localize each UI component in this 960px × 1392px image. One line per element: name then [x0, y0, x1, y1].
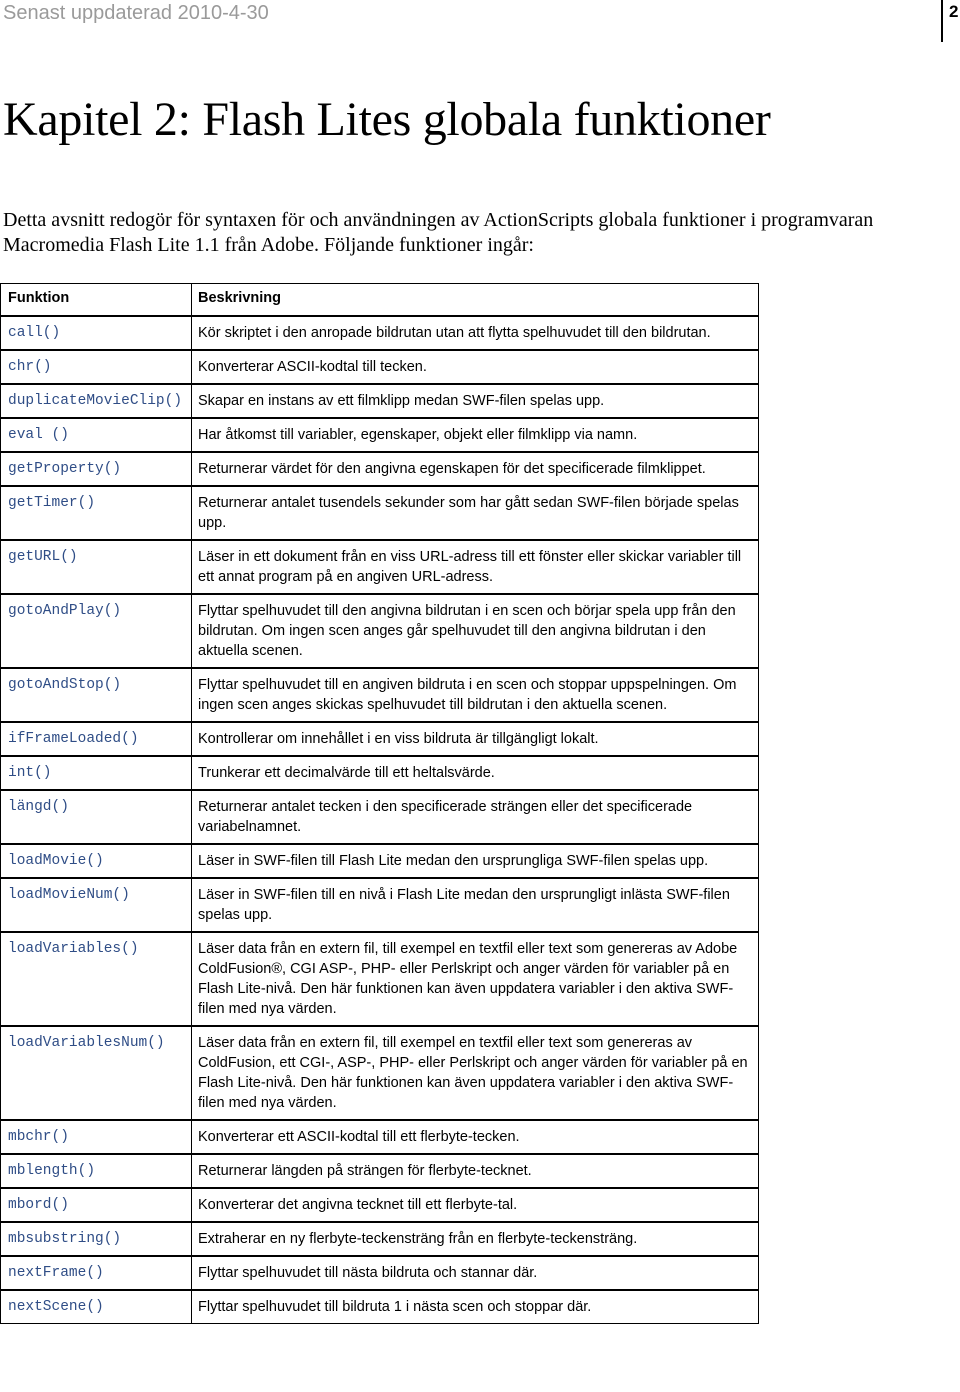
function-description: Returnerar längden på strängen för flerbyte-tecknet.	[192, 1154, 759, 1188]
function-name: getURL()	[0, 540, 192, 594]
function-name: mbsubstring()	[0, 1222, 192, 1256]
function-description: Flyttar spelhuvudet till bildruta 1 i nästa scen och stoppar där.	[192, 1290, 759, 1324]
function-description: Kontrollerar om innehållet i en viss bildruta är tillgängligt lokalt.	[192, 722, 759, 756]
table-header-row	[0, 283, 759, 316]
page-title: Kapitel 2: Flash Lites globala funktioner	[3, 93, 771, 146]
table-row	[0, 844, 759, 878]
table-row	[0, 790, 759, 844]
function-name: mblength()	[0, 1154, 192, 1188]
header-date: Senast uppdaterad 2010-4-30	[3, 2, 269, 24]
function-name: längd()	[0, 790, 192, 844]
function-name: duplicateMovieClip()	[0, 384, 192, 418]
function-name: loadVariablesNum()	[0, 1026, 192, 1120]
function-description: Extraherar en ny flerbyte-teckensträng från en flerbyte-teckensträng.	[192, 1222, 759, 1256]
function-description: Trunkerar ett decimalvärde till ett heltalsvärde.	[192, 756, 759, 790]
table-row	[0, 1256, 759, 1290]
table-row	[0, 1290, 759, 1324]
function-description: Konverterar ett ASCII-kodtal till ett flerbyte-tecken.	[192, 1120, 759, 1154]
table-row	[0, 384, 759, 418]
function-name: chr()	[0, 350, 192, 384]
function-description: Konverterar det angivna tecknet till ett flerbyte-tal.	[192, 1188, 759, 1222]
intro-paragraph: Detta avsnitt redogör för syntaxen för och användningen av ActionScripts globala funktioner i programvaran Macromedia Flash Lite 1.1 från Adobe. Följande funktioner ingår:	[3, 209, 874, 256]
function-name: mbord()	[0, 1188, 192, 1222]
table-row	[0, 594, 759, 668]
function-name: nextFrame()	[0, 1256, 192, 1290]
table-row	[0, 350, 759, 384]
function-name: nextScene()	[0, 1290, 192, 1324]
table-row	[0, 878, 759, 932]
function-description: Returnerar antalet tecken i den specificerade strängen eller det specificerade variabelnamnet.	[192, 790, 759, 844]
column-header-function: Funktion	[0, 283, 192, 316]
column-header-description: Beskrivning	[192, 283, 759, 316]
table-row	[0, 1188, 759, 1222]
function-name: loadVariables()	[0, 932, 192, 1026]
table-row	[0, 418, 759, 452]
function-name: loadMovie()	[0, 844, 192, 878]
table-row	[0, 316, 759, 350]
functions-table	[0, 283, 759, 1324]
table-body	[0, 316, 759, 1324]
function-name: gotoAndStop()	[0, 668, 192, 722]
function-name: loadMovieNum()	[0, 878, 192, 932]
function-description: Läser data från en extern fil, till exempel en textfil eller text som genereras av ColdFusion, ett CGI-, ASP-, PHP- eller Perlskript och anger värden för variabler på en Flash Lite-nivå. Den här funktionen kan även uppdatera variabler i den aktiva SWF-filen med nya värden.	[192, 1026, 759, 1120]
function-description: Konverterar ASCII-kodtal till tecken.	[192, 350, 759, 384]
table-row	[0, 540, 759, 594]
function-name: gotoAndPlay()	[0, 594, 192, 668]
header-divider	[941, 0, 943, 42]
function-description: Flyttar spelhuvudet till den angivna bildrutan i en scen och börjar spela upp från den bildrutan. Om ingen scen anges går spelhuvudet till den angivna bildrutan i den aktuella scenen.	[192, 594, 759, 668]
table-row	[0, 932, 759, 1026]
table-row	[0, 722, 759, 756]
function-description: Skapar en instans av ett filmklipp medan SWF-filen spelas upp.	[192, 384, 759, 418]
function-name: call()	[0, 316, 192, 350]
function-description: Läser in ett dokument från en viss URL-adress till ett fönster eller skickar variabler till ett annat program på en angiven URL-adress.	[192, 540, 759, 594]
table-row	[0, 756, 759, 790]
function-name: int()	[0, 756, 192, 790]
table-row	[0, 1026, 759, 1120]
function-name: eval ()	[0, 418, 192, 452]
function-description: Flyttar spelhuvudet till nästa bildruta och stannar där.	[192, 1256, 759, 1290]
table-row	[0, 452, 759, 486]
function-description: Läser in SWF-filen till Flash Lite medan den ursprungliga SWF-filen spelas upp.	[192, 844, 759, 878]
table-row	[0, 1120, 759, 1154]
function-description: Returnerar antalet tusendels sekunder som har gått sedan SWF-filen började spelas upp.	[192, 486, 759, 540]
function-description: Returnerar värdet för den angivna egenskapen för det specificerade filmklippet.	[192, 452, 759, 486]
function-description: Flyttar spelhuvudet till en angiven bildruta i en scen och stoppar uppspelningen. Om ingen scen anges skickas spelhuvudet till bildrutan i den aktuella scenen.	[192, 668, 759, 722]
table-row	[0, 1154, 759, 1188]
function-description: Läser in SWF-filen till en nivå i Flash Lite medan den ursprungligt inlästa SWF-filen spelas upp.	[192, 878, 759, 932]
table-row	[0, 668, 759, 722]
page-number: 2	[949, 2, 959, 21]
function-name: ifFrameLoaded()	[0, 722, 192, 756]
function-description: Kör skriptet i den anropade bildrutan utan att flytta spelhuvudet till den bildrutan.	[192, 316, 759, 350]
function-name: getTimer()	[0, 486, 192, 540]
function-description: Har åtkomst till variabler, egenskaper, objekt eller filmklipp via namn.	[192, 418, 759, 452]
function-name: mbchr()	[0, 1120, 192, 1154]
function-description: Läser data från en extern fil, till exempel en textfil eller text som genereras av Adobe ColdFusion®, CGI ASP-, PHP- eller Perlskript och anger värden för variabler på en Flash Lite-nivå. Den här funktionen kan även uppdatera variabler i den aktiva SWF-filen med nya värden.	[192, 932, 759, 1026]
table-row	[0, 1222, 759, 1256]
function-name: getProperty()	[0, 452, 192, 486]
table-row	[0, 486, 759, 540]
